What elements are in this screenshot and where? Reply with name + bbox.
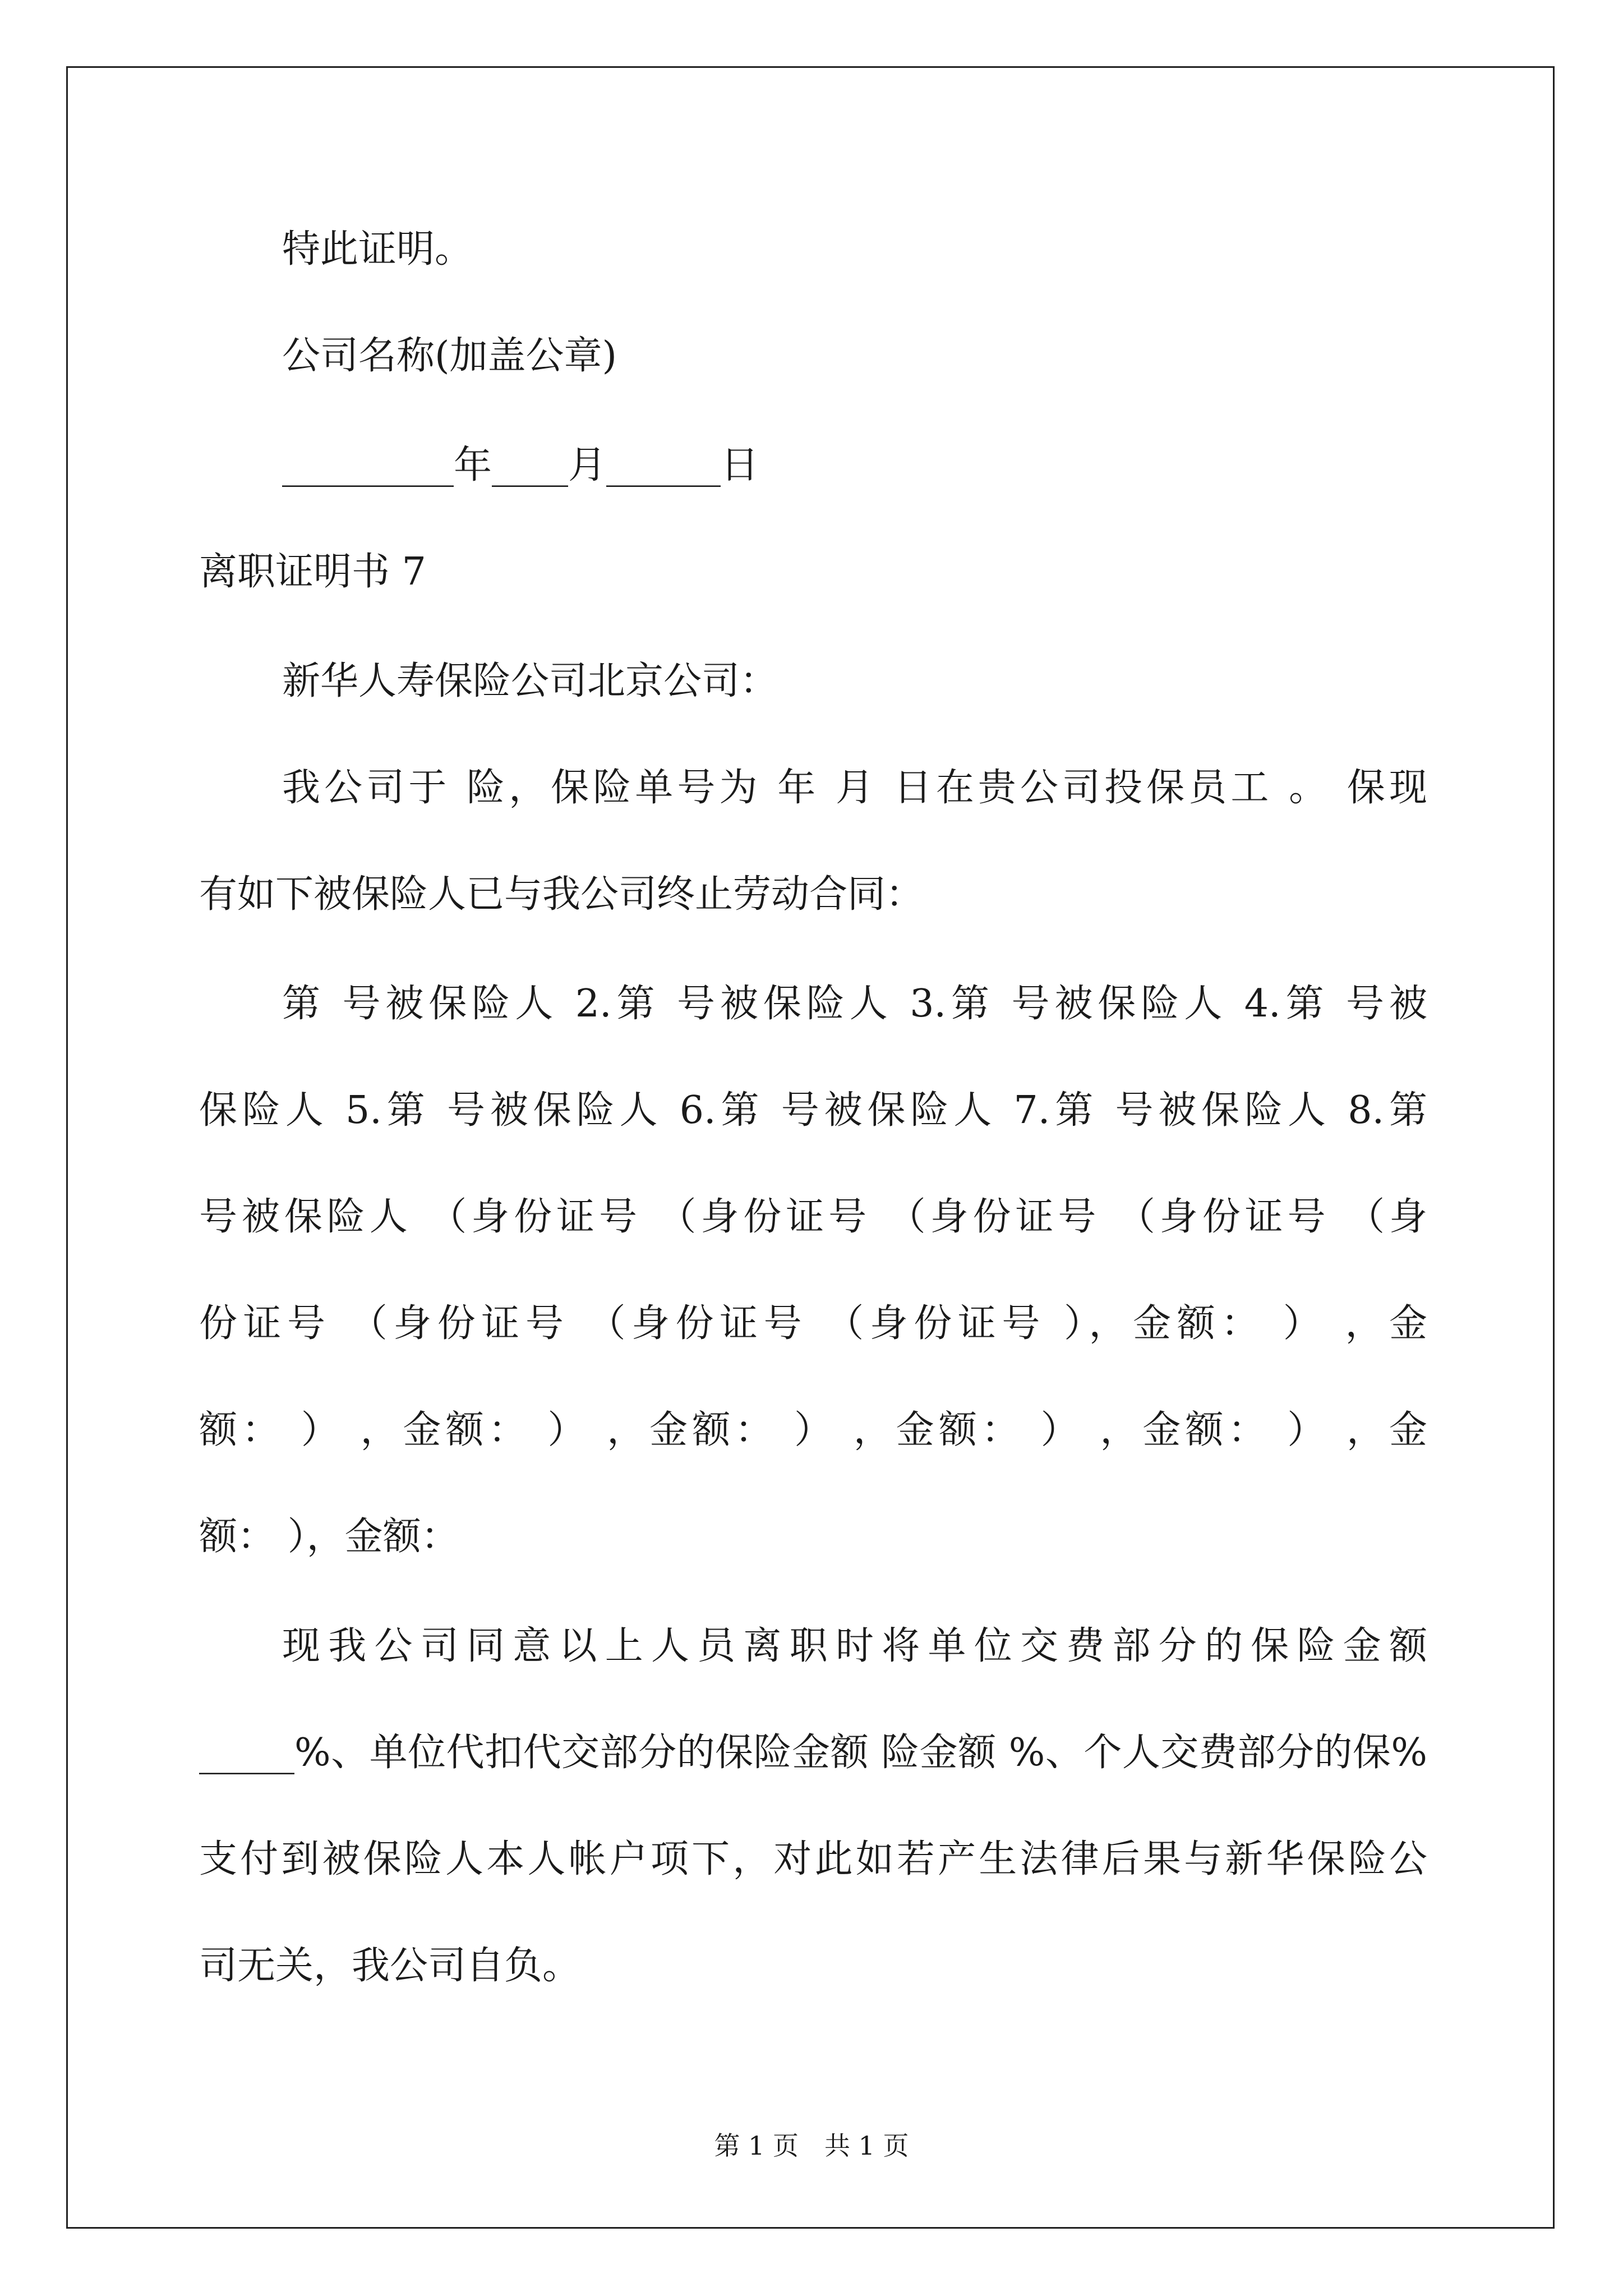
paragraph-line: 支付到被保险人本人帐户项下，对此如若产生法律后果与新华保险公 [199,1837,1427,1881]
paragraph-line: 保险人 5.第 号被保险人 6.第 号被保险人 7.第 号被保险人 8.第 [199,1088,1427,1133]
date-line: _________年____月______日 [282,443,759,487]
paragraph-line: 号被保险人 （身份证号 （身份证号 （身份证号 （身份证号 （身 [199,1195,1428,1239]
paragraph-line: 我公司于 险，保险单号为 年 月 日在贵公司投保员工 。 保现 [282,766,1427,810]
paragraph-line: 额： ），金额： [199,1515,459,1559]
paragraph-line: _____%、单位代扣代交部分的保险金额 险金额 %、个人交费部分的保% [199,1731,1427,1775]
company-name: 公司名称(加盖公章) [282,334,617,378]
paragraph-line: 份证号 （身份证号 （身份证号 （身份证号 ），金额： ） ，金 [199,1301,1427,1346]
page-border [66,66,1555,2229]
paragraph-line: 有如下被保险人已与我公司终止劳动合同： [199,872,924,917]
paragraph-line: 现我公司同意以上人员离职时将单位交费部分的保险金额 [282,1624,1427,1668]
paragraph-line: 额： ） ，金额： ） ，金额： ） ，金额： ） ，金额： ） ，金 [199,1408,1427,1452]
paragraph-line: 司无关，我公司自负。 [199,1944,581,1988]
paragraph-line: 第 号被保险人 2.第 号被保险人 3.第 号被保险人 4.第 号被 [282,982,1427,1026]
section-title: 离职证明书 7 [199,550,426,594]
cert-statement: 特此证明。 [282,227,473,272]
addressee: 新华人寿保险公司北京公司： [282,659,778,703]
page-number: 第 1 页 共 1 页 [714,2131,909,2161]
